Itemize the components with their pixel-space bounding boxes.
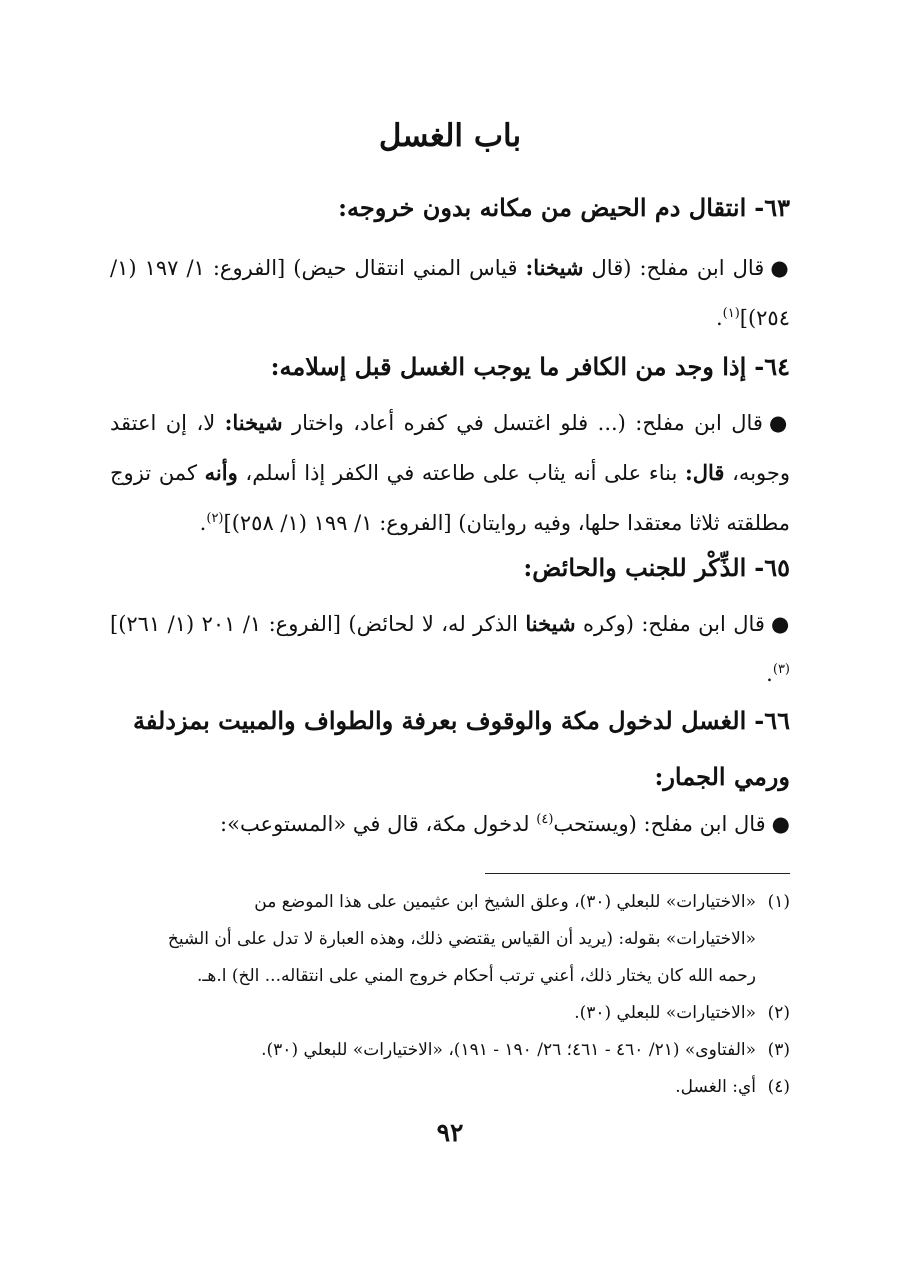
footnote-number: (١) xyxy=(767,892,790,912)
quote-text: بناء على أنه يثاب على طاعته في الكفر إذا أسلم، xyxy=(237,461,686,485)
footnote-number: (٢) xyxy=(767,1003,790,1023)
quote-text: قياس المني انتقال حيض) [الفروع: ١/ ١٩٧ (١/ ٢٥٤)] xyxy=(110,256,790,330)
quote-bold: شيخنا: xyxy=(224,410,283,435)
quote-text: قال ابن مفلح: (قال xyxy=(583,256,765,280)
quote-paragraph xyxy=(110,398,790,548)
quote-text: لا، إن اعتقد وجوبه، xyxy=(110,411,791,485)
footnote-2 xyxy=(110,995,790,1032)
section-heading-text: انتقال دم الحيض من مكانه بدون خروجه: xyxy=(338,193,747,222)
footnote-number: (٣) xyxy=(767,1040,790,1060)
footnote-text: رحمه الله كان يختار ذلك، أعني ترتب أحكام خروج المني على انتقاله... الخ) ا.هـ. xyxy=(196,966,756,986)
section-heading xyxy=(110,339,790,395)
quote-end: . xyxy=(766,662,773,686)
footnote-text: «الاختيارات» للبعلي (٣٠)، وعلق الشيخ ابن عثيمين على هذا الموضع من xyxy=(254,892,756,912)
quote-text: الذكر له، لا لحائض) [الفروع: ١/ ٢٠١ (١/ ٢٦١)] xyxy=(110,612,526,636)
quote-text: قال ابن مفلح: (... فلو اغتسل في كفره أعاد، واختار xyxy=(282,411,763,435)
quote-end: . xyxy=(199,511,207,535)
section-64 xyxy=(110,339,790,395)
quote-text: لدخول مكة، قال في «المستوعب»: xyxy=(220,812,537,836)
section-heading xyxy=(110,540,790,596)
footnote-1 xyxy=(110,884,790,921)
section-66-body xyxy=(110,799,790,849)
footnote-ref[interactable]: (٢) xyxy=(206,511,224,526)
bullet-icon: ● xyxy=(770,612,790,636)
footnote-ref[interactable]: (٣) xyxy=(772,662,790,677)
quote-text: قال ابن مفلح: (وكره xyxy=(575,612,765,636)
quote-text: قال ابن مفلح: (ويستحب xyxy=(553,812,766,836)
section-number: ٦٤- xyxy=(754,352,790,381)
quote-bold: قال: xyxy=(685,460,725,485)
section-heading xyxy=(110,180,790,236)
section-number: ٦٥- xyxy=(754,553,790,582)
section-number: ٦٦- xyxy=(754,706,790,735)
section-heading-text: الذِّكْر للجنب والحائض: xyxy=(523,553,747,582)
section-65 xyxy=(110,540,790,596)
quote-paragraph xyxy=(110,799,790,849)
footnote-ref[interactable]: (١) xyxy=(722,306,740,321)
footnote-1-cont xyxy=(110,921,790,958)
quote-bold: وأنه xyxy=(204,460,238,485)
section-63 xyxy=(110,180,790,236)
page-number: ٩٢ xyxy=(436,1118,464,1147)
footnote-ref[interactable]: (٤) xyxy=(536,812,554,827)
section-66 xyxy=(110,693,790,805)
footnote-text: «الاختيارات» للبعلي (٣٠). xyxy=(574,1003,756,1023)
quote-text: كمن تزوج مطلقته ثلاثا معتقدا حلها، وفيه روايتان) [الفروع: ١/ ١٩٩ (١/ ٢٥٨)] xyxy=(110,461,790,535)
footnote-text: «الاختيارات» بقوله: (يريد أن القياس يقتضي ذلك، وهذه العبارة لا تدل على أن الشيخ xyxy=(167,929,756,949)
footnote-number: (٤) xyxy=(767,1077,790,1097)
section-65-body xyxy=(110,599,790,699)
section-number: ٦٣- xyxy=(754,193,790,222)
quote-bold: شيخنا xyxy=(525,611,576,636)
section-heading-text: الغسل لدخول مكة والوقوف بعرفة والطواف والمبيت بمزدلفة ورمي الجمار: xyxy=(132,706,790,791)
section-63-body xyxy=(110,243,790,343)
footnotes xyxy=(110,884,790,1106)
footnote-3 xyxy=(110,1032,790,1069)
bullet-icon: ● xyxy=(768,411,791,435)
chapter-title: باب الغسل xyxy=(378,118,522,154)
quote-paragraph xyxy=(110,243,790,343)
footnote-1-cont xyxy=(110,958,790,995)
bullet-icon: ● xyxy=(771,812,790,836)
footnote-text: «الفتاوى» (٢١/ ٤٦٠ - ٤٦١؛ ٢٦/ ١٩٠ - ١٩١)، «الاختيارات» للبعلي (٣٠). xyxy=(261,1040,756,1060)
bullet-icon: ● xyxy=(770,256,791,280)
section-heading xyxy=(110,693,790,805)
quote-paragraph xyxy=(110,599,790,699)
footnote-4 xyxy=(110,1069,790,1106)
quote-end: . xyxy=(715,306,723,330)
section-64-body xyxy=(110,398,790,548)
section-heading-text: إذا وجد من الكافر ما يوجب الغسل قبل إسلامه: xyxy=(270,352,747,381)
quote-bold: شيخنا: xyxy=(525,255,584,280)
footnote-divider xyxy=(485,873,790,874)
footnote-text: أي: الغسل. xyxy=(675,1077,756,1097)
